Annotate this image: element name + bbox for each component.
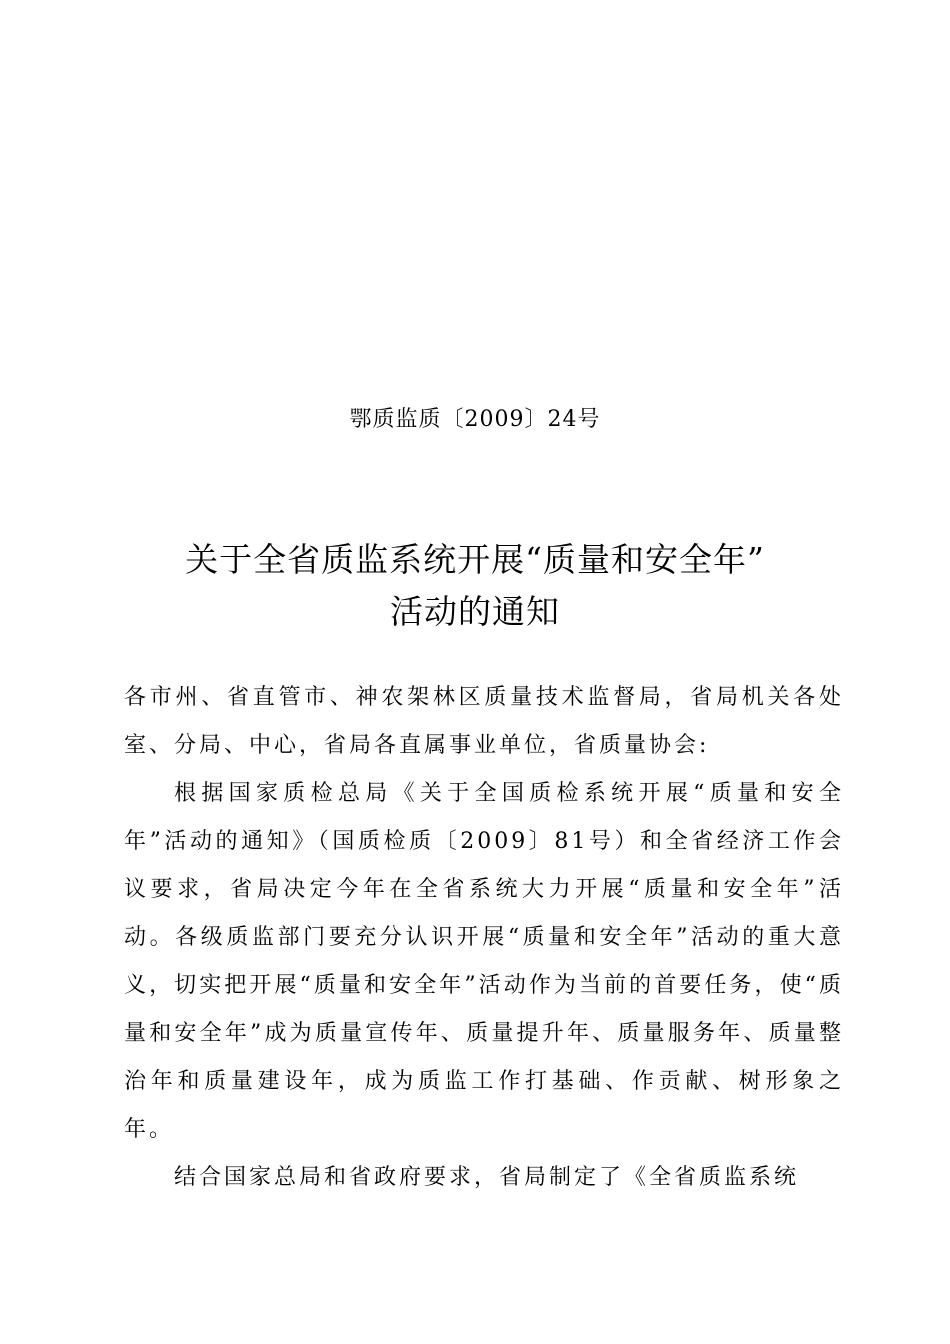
document-number: 鄂质监质〔2009〕24号 — [349, 407, 601, 432]
body-paragraph: 结合国家总局和省政府要求，省局制定了《全省质监系统 — [174, 1165, 800, 1190]
document-title — [0, 534, 950, 638]
addressee-paragraph: 各市州、省直管市、神农架林区质量技术监督局，省局机关各处室、分局、中心，省局各直属事业单位，省质量协会: — [124, 685, 844, 758]
title-line-2: 活动的通知 — [390, 592, 560, 631]
body-paragraph: 根据国家质检总局《关于全国质检系统开展“质量和安全年”活动的通知》（国质检质〔2009〕81号）和全省经济工作会议要求，省局决定今年在全省系统大力开展“质量和安全年”活动。各级质监部门要充分认识开展“质量和安全年”活动的重大意义，切实把开展“质量和安全年”活动作为当前的首要任务，使“质量和安全年”成为质量宣传年、质量提升年、质量服务年、质量整治年和质量建设年，成为质监工作打基础、作贡献、树形象之年。 — [124, 781, 844, 1142]
title-line-1: 关于全省质监系统开展“质量和安全年” — [185, 540, 765, 579]
document-body — [124, 674, 844, 1202]
